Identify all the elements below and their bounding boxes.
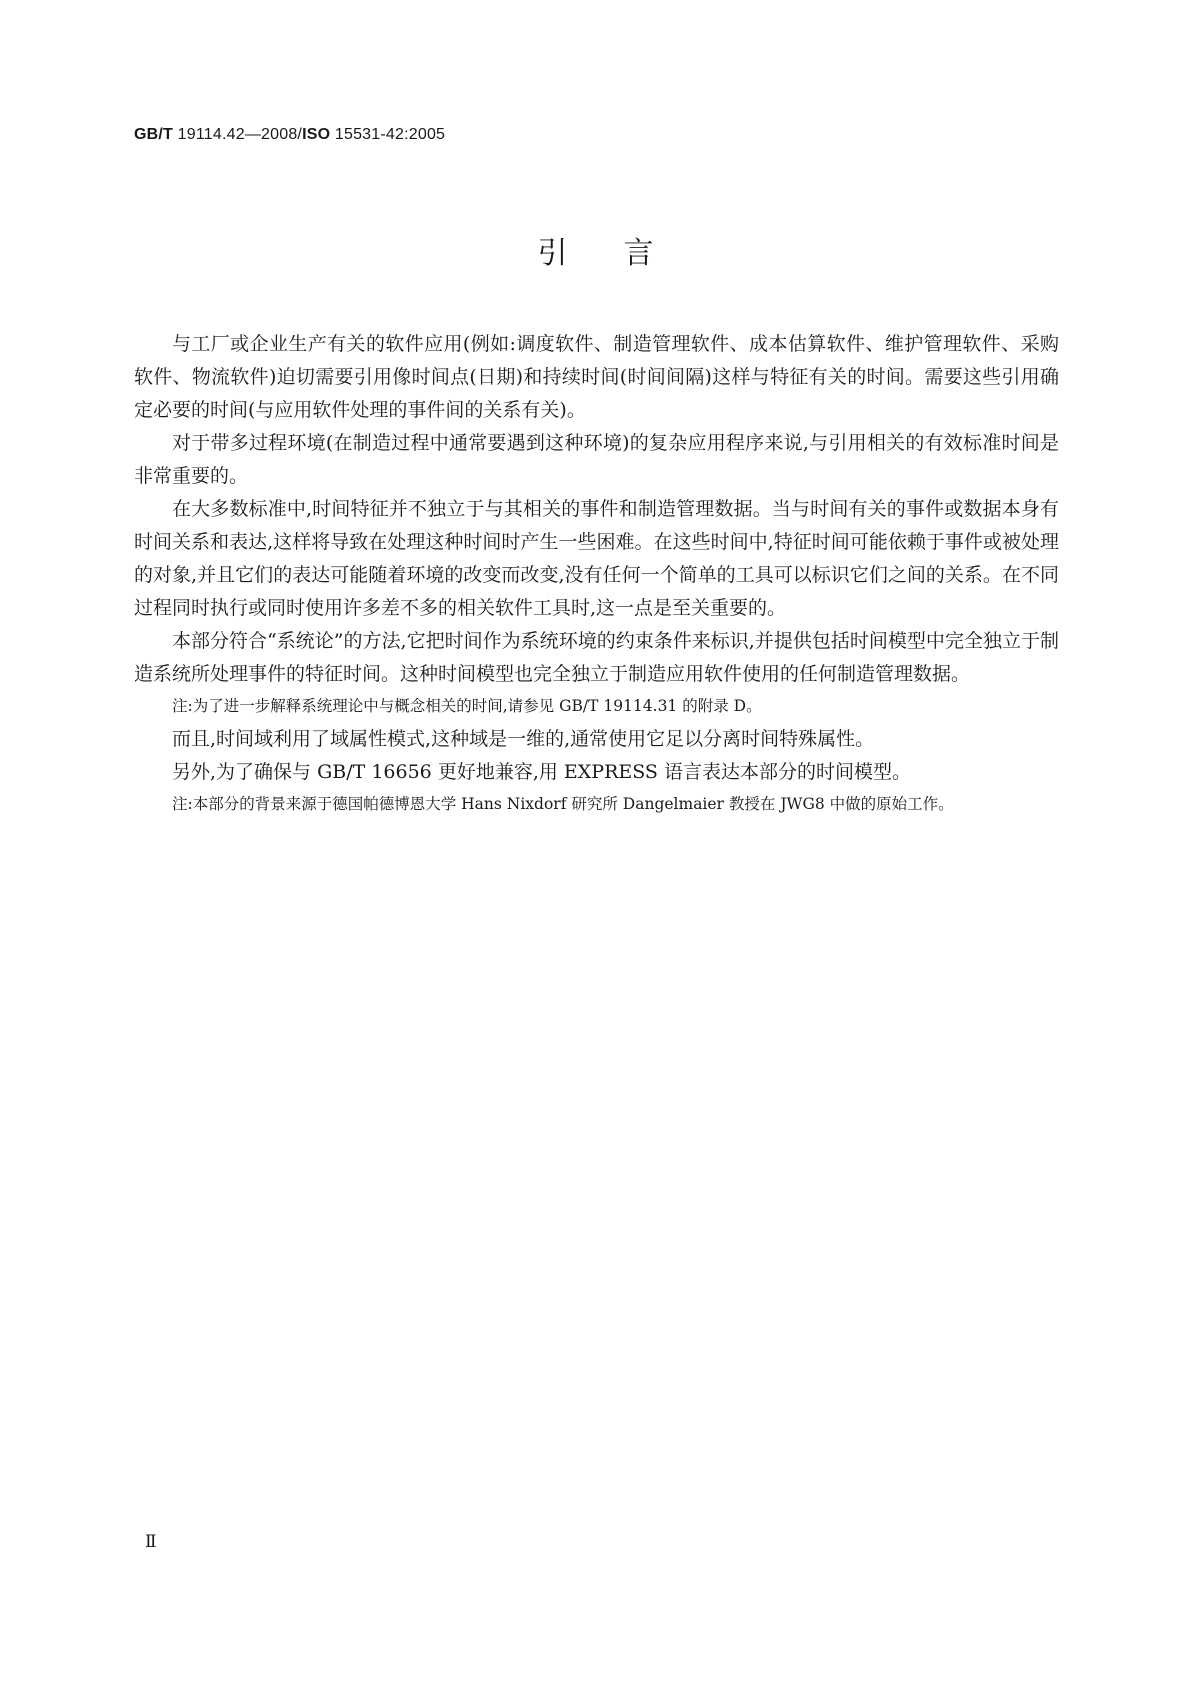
page-title: 引言 (537, 236, 710, 271)
note-2: 注:本部分的背景来源于德国帕德博恩大学 Hans Nixdorf 研究所 Dangelmaier 教授在 JWG8 中做的原始工作。 (172, 795, 954, 813)
iso-code-prefix: ISO (302, 126, 331, 143)
introduction-body (134, 328, 1059, 821)
paragraph-2: 对于带多过程环境(在制造过程中通常要遇到这种环境)的复杂应用程序来说,与引用相关的有效标准时间是非常重要的。 (134, 432, 1059, 487)
document-code-header (134, 126, 445, 144)
page-number: Ⅱ (145, 1532, 157, 1552)
iso-code-number: 15531-42:2005 (330, 126, 446, 143)
paragraph-6: 另外,为了确保与 GB/T 16656 更好地兼容,用 EXPRESS 语言表达本部分的时间模型。 (172, 761, 911, 783)
gb-code-number: 19114.42—2008/ (173, 126, 303, 143)
paragraph-3: 在大多数标准中,时间特征并不独立于与其相关的事件和制造管理数据。当与时间有关的事件或数据本身有时间关系和表达,这样将导致在处理这种时间时产生一些困难。在这些时间中,特征时间可能依赖于事件或被处理的对象,并且它们的表达可能随着环境的改变而改变,没有任何一个简单的工具可以标识它们之间的关系。在不同过程同时执行或同时使用许多差不多的相关软件工具时,这一点是至关重要的。 (134, 498, 1059, 619)
paragraph-1: 与工厂或企业生产有关的软件应用(例如:调度软件、制造管理软件、成本估算软件、维护管理软件、采购软件、物流软件)迫切需要引用像时间点(日期)和持续时间(时间间隔)这样与特征有关的时间。需要这些引用确定必要的时间(与应用软件处理的事件间的关系有关)。 (134, 333, 1059, 421)
paragraph-5: 而且,时间域利用了域属性模式,这种域是一维的,通常使用它足以分离时间特殊属性。 (172, 728, 875, 750)
gb-code-prefix: GB/T (134, 126, 174, 143)
paragraph-4: 本部分符合“系统论”的方法,它把时间作为系统环境的约束条件来标识,并提供包括时间模型中完全独立于制造系统所处理事件的特征时间。这种时间模型也完全独立于制造应用软件使用的任何制造管理数据。 (134, 630, 1059, 685)
note-1: 注:为了进一步解释系统理论中与概念相关的时间,请参见 GB/T 19114.31 的附录 D。 (172, 697, 762, 715)
